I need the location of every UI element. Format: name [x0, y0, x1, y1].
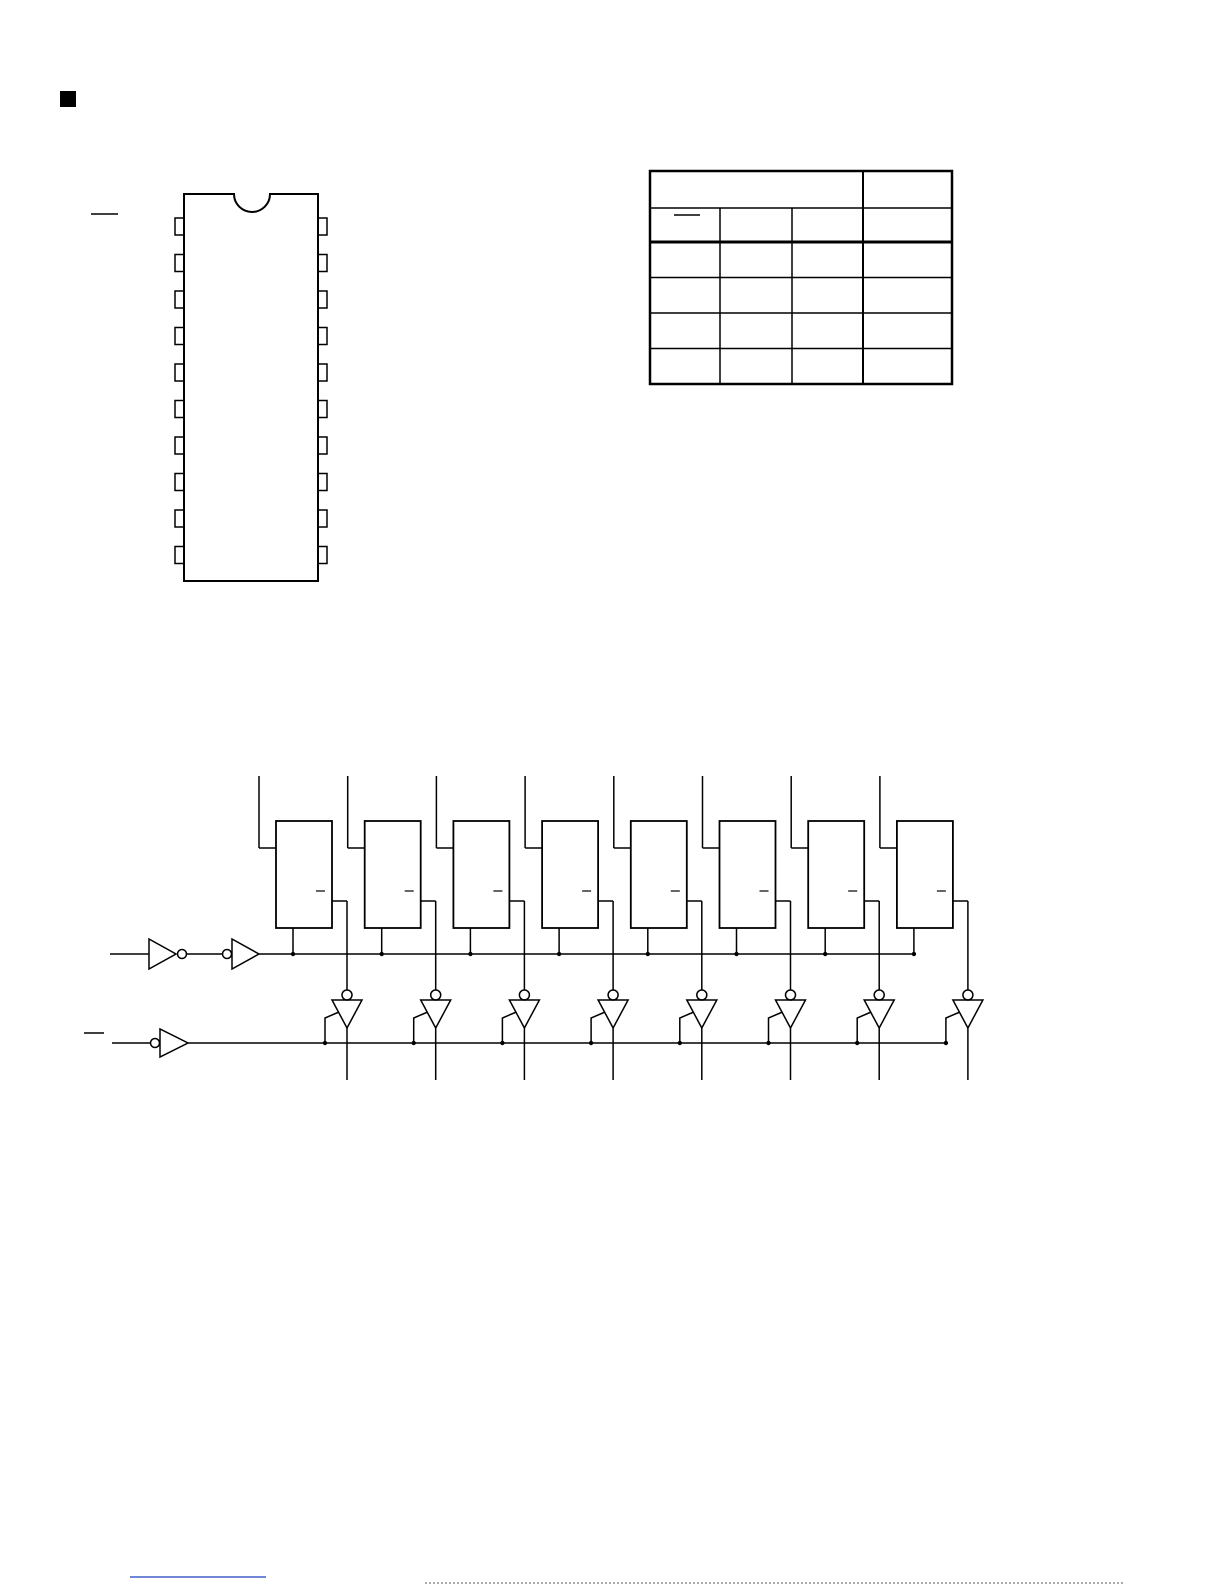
junction-dot — [291, 952, 295, 956]
junction-dot — [557, 952, 561, 956]
pin-right — [318, 547, 327, 564]
junction-dot — [823, 952, 827, 956]
flip-flop-box — [808, 821, 864, 928]
enable-tap — [325, 1012, 339, 1043]
enable-tap — [414, 1012, 428, 1043]
pin-right — [318, 218, 327, 235]
junction-dot — [412, 1041, 416, 1045]
pin-left — [175, 547, 184, 564]
pin-right — [318, 510, 327, 527]
tristate-buffer — [687, 1000, 717, 1028]
logic-diagram — [84, 776, 983, 1080]
inverter-triangle — [149, 939, 176, 969]
inversion-bubble — [342, 990, 352, 1000]
pin-right — [318, 291, 327, 308]
tristate-buffer — [776, 1000, 806, 1028]
junction-dot — [678, 1041, 682, 1045]
junction-dot — [734, 952, 738, 956]
junction-dot — [468, 952, 472, 956]
flip-flop-box — [897, 821, 953, 928]
tristate-buffer — [509, 1000, 539, 1028]
enable-tap — [502, 1012, 516, 1043]
buffer-triangle — [232, 939, 259, 969]
junction-dot — [380, 952, 384, 956]
enable-tap — [946, 1012, 960, 1043]
junction-dot — [500, 1041, 504, 1045]
enable-tap — [591, 1012, 605, 1043]
pin-left — [175, 364, 184, 381]
pin-left — [175, 437, 184, 454]
pin-right — [318, 474, 327, 491]
pin-left — [175, 401, 184, 418]
inversion-bubble — [519, 990, 529, 1000]
tristate-buffer — [332, 1000, 362, 1028]
inversion-bubble — [431, 990, 441, 1000]
pinout-diagram — [91, 194, 327, 581]
flip-flop-box — [542, 821, 598, 928]
flip-flop-box — [365, 821, 421, 928]
inversion-bubble — [608, 990, 618, 1000]
inversion-bubble — [697, 990, 707, 1000]
black-square-icon — [60, 91, 76, 107]
flip-flop-box — [631, 821, 687, 928]
junction-dot — [323, 1041, 327, 1045]
tristate-buffer — [953, 1000, 983, 1028]
pin-left — [175, 218, 184, 235]
tristate-buffer — [421, 1000, 451, 1028]
junction-dot — [646, 952, 650, 956]
inversion-bubble — [223, 950, 232, 959]
pin-left — [175, 474, 184, 491]
junction-dot — [589, 1041, 593, 1045]
junction-dot — [944, 1041, 948, 1045]
tristate-buffer — [864, 1000, 894, 1028]
page-footer — [130, 1577, 1125, 1583]
junction-dot — [855, 1041, 859, 1045]
enable-tap — [857, 1012, 871, 1043]
pin-left — [175, 510, 184, 527]
ic-package-outline — [184, 194, 318, 581]
junction-dot — [766, 1041, 770, 1045]
pin-right — [318, 255, 327, 272]
pin-right — [318, 364, 327, 381]
pin-right — [318, 401, 327, 418]
inversion-bubble — [151, 1039, 160, 1048]
flip-flop-box — [276, 821, 332, 928]
pin-right — [318, 437, 327, 454]
enable-tap — [680, 1012, 694, 1043]
pin-left — [175, 328, 184, 345]
junction-dot — [912, 952, 916, 956]
inversion-bubble — [786, 990, 796, 1000]
flip-flop-box — [453, 821, 509, 928]
pin-left — [175, 255, 184, 272]
pin-right — [318, 328, 327, 345]
inversion-bubble — [178, 950, 187, 959]
inversion-bubble — [963, 990, 973, 1000]
enable-tap — [769, 1012, 783, 1043]
buffer-triangle — [160, 1029, 188, 1057]
pin-left — [175, 291, 184, 308]
flip-flop-box — [720, 821, 776, 928]
tristate-buffer — [598, 1000, 628, 1028]
inversion-bubble — [874, 990, 884, 1000]
function-table — [650, 171, 952, 384]
